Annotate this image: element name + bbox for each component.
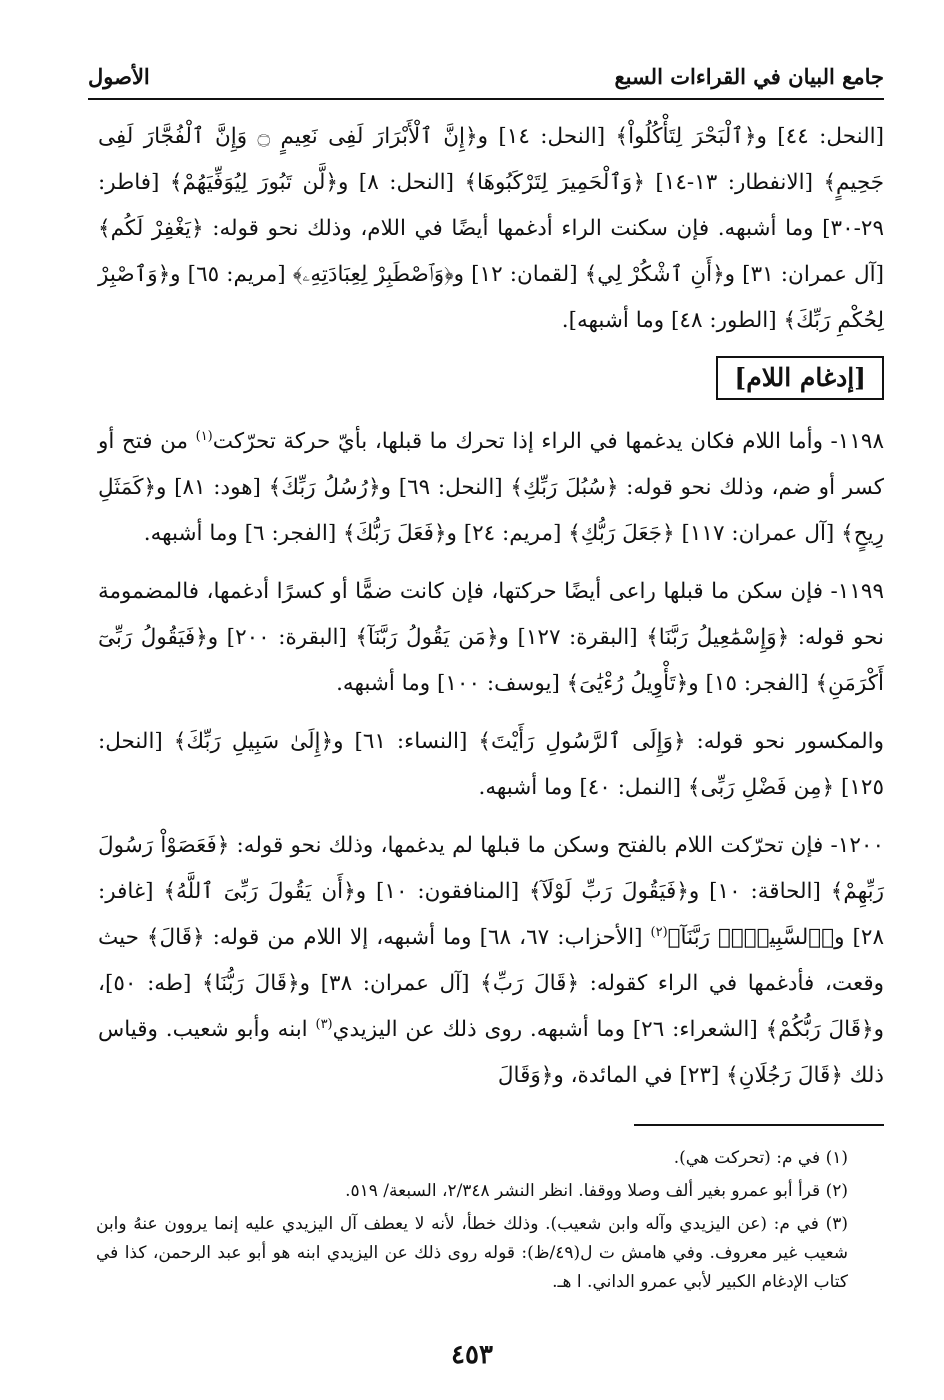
section-heading-wrapper [98,356,884,403]
section-heading: [إدغام اللام] [716,356,884,400]
paragraph-1198 [98,419,884,557]
paragraph-1198-text-b: من فتح أو كسر أو ضم، وذلك نحو قوله: ﴿سُبُلَ رَبِّكِ﴾ [النحل: ٦٩] و﴿رُسُلُ رَبِّكَ﴾ [هود: ٨١] و﴿كَمَثَلِ رِيحٍ﴾ [آل عمران: ١١٧] ﴿جَعَلَ رَبُّكِ﴾ [مريم: ٢٤] و﴿فَعَلَ رَبُّكَ﴾ [الفجر: ٦] وما أشبهه. [98,429,884,546]
running-header [88,62,884,96]
page-number: ٤٥٣ [451,1340,493,1370]
footnote-ref-3: (٣) [315,1016,333,1032]
paragraph-1200-text-b: [الأحزاب: ٦٧، ٦٨] وما أشبهه، إلا اللام من قوله: ﴿قَالَ﴾ حيث وقعت، فأدغمها في الراء كقوله: ﴿قَالَ رَبِّ﴾ [آل عمران: ٣٨] و﴿قَالَ رَبُّنَا﴾ [طه: ٥٠]، و﴿قَالَ رَبُّكُمْ﴾ [الشعراء: ٢٦] وما أشبهه. روى ذلك عن اليزيدي [98,925,884,1042]
footnote-2: (٢) قرأ أبو عمرو بغير ألف وصلا ووقفا. انظر النشر ٢/٣٤٨، السبعة/ ٥١٩. [345,1181,848,1201]
footnote-1: (١) في م: (تحركت هي). [673,1148,848,1168]
paragraph-1200-text-a: ١٢٠٠- فإن تحرّكت اللام بالفتح وسكن ما قبلها لم يدغمها، وذلك نحو قوله: ﴿فَعَصَوْاْ رَسُولَ رَبِّهِمْ﴾ [الحاقة: ١٠] و﴿فَيَقُولَ رَبِّ لَوْلَآ﴾ [المنافقون: ١٠] و﴿أَن يَقُولَ رَبِّىَ ٱللَّهُ﴾ [غافر: ٢٨] و﴿ٱلسَّبِيلَا۠ رَبَّنَآ﴾ [98,833,885,950]
paragraph-continuation: [النحل: ٤٤] و﴿ٱلْبَحْرَ لِتَأْكُلُواْ﴾ [النحل: ١٤] و﴿إِنَّ ٱلْأَبْرَارَ لَفِى نَعِيمٍ ۝ وَإِنَّ ٱلْفُجَّارَ لَفِى جَحِيمٍ﴾ [الانفطار: ١٣-١٤] ﴿وَٱلْحَمِيرَ لِتَرْكَبُوهَا﴾ [النحل: ٨] و﴿لَّن تَبُورَ لِيُوَفِّيَهُمْ﴾ [فاطر: ٢٩-٣٠] وما أشبهه. فإن سكنت الراء أدغمها أيضًا في اللام، وذلك نحو قوله: ﴿يَغْفِرْ لَكُم﴾ [آل عمران: ٣١] و﴿أَنِ ٱشْكُرْ لِي﴾ [لقمان: ١٢] و﴿وَٱصْطَبِرْ لِعِبَادَتِهِۦ﴾ [مريم: ٦٥] و﴿وَٱصْبِرْ لِحُكْمِ رَبِّكَ﴾ [الطور: ٤٨] وما أشبهه]. [98,124,885,333]
paragraph-1200 [98,823,884,1099]
footnote-ref-1: (١) [195,428,213,444]
footnote-3: (٣) في م: (عن اليزيدي وآله وابن شعيب). وذلك خطأ، لأنه لا يعطف آل اليزيدي عليه إنما يروون عنهُ وابن شعيب غير معروف. وفي هامش ت ل(٤٩/ظ): قوله روى ذلك عن اليزيدي ابنه هو أبو عبد الرحمن، كذا في كتاب الإدغام الكبير لأبي عمرو الداني. ا هـ. [96,1214,848,1292]
running-header-section-title: الأصول [88,64,150,89]
paragraph-1200-text-c: ابنه وأبو شعيب. وقياس ذلك ﴿قَالَ رَجُلَانِ﴾ [٢٣] في المائدة، و﴿وَقَالَ [98,1017,884,1088]
footnote-divider [634,1124,884,1126]
footnote-ref-2: (٢) [650,924,668,940]
main-text [98,114,884,1111]
running-header-book-title: جامع البيان في القراءات السبع [614,64,884,89]
footnotes [96,1144,848,1301]
paragraph-1198-text-a: ١١٩٨- وأما اللام فكان يدغمها في الراء إذا تحرك ما قبلها، بأيّ حركة تحرّكت [212,429,884,454]
paragraph-maksur: والمكسور نحو قوله: ﴿وَإِلَى ٱلرَّسُولِ رَأَيْتَ﴾ [النساء: ٦١] و﴿إِلَىٰ سَبِيلِ رَبِّكَ﴾ [النحل: ١٢٥] ﴿مِن فَضْلِ رَبِّى﴾ [النمل: ٤٠] وما أشبهه. [98,729,885,800]
paragraph-1199: ١١٩٩- فإن سكن ما قبلها راعى أيضًا حركتها، فإن كانت ضمًّا أو كسرًا أدغمها، فالمضمومة نحو قوله: ﴿وَإِسْمَٰعِيلُ رَبَّنَا﴾ [البقرة: ١٢٧] و﴿مَن يَقُولُ رَبَّنَآ﴾ [البقرة: ٢٠٠] و﴿فَيَقُولُ رَبِّىٓ أَكْرَمَنِ﴾ [الفجر: ١٥] و﴿تَأْوِيلُ رُءْيَٰىَ﴾ [يوسف: ١٠٠] وما أشبهه. [98,579,884,696]
header-divider [88,98,884,100]
